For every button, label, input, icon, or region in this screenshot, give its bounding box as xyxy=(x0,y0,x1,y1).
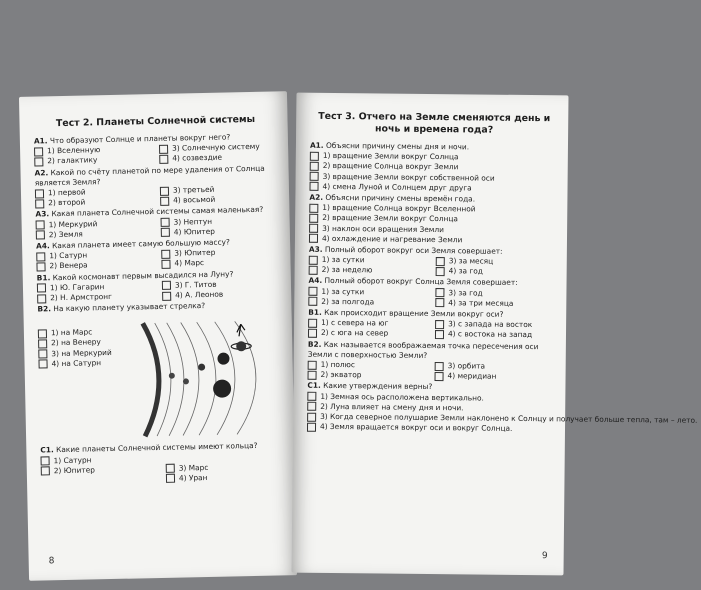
checkbox[interactable] xyxy=(308,287,317,296)
checkbox[interactable] xyxy=(40,456,49,465)
answer-option-label: 3) на Меркурий xyxy=(51,347,112,358)
checkbox[interactable] xyxy=(161,260,170,269)
answer-option-label: 2) Венера xyxy=(49,260,88,271)
answer-option-label: 2) за полгода xyxy=(321,296,375,307)
answer-option-label: 1) за сутки xyxy=(321,254,365,265)
answer-option-label: 4) Юпитер xyxy=(173,226,216,237)
checkbox[interactable] xyxy=(166,474,175,483)
checkbox[interactable] xyxy=(307,392,316,401)
checkbox[interactable] xyxy=(34,157,43,166)
answer-option-label: 1) Сатурн xyxy=(53,454,92,465)
answer-option-label: 4) с востока на запад xyxy=(447,329,533,340)
question-1 xyxy=(34,131,279,167)
right-page-content xyxy=(307,110,698,435)
question-7 xyxy=(307,381,698,435)
answer-option-label: 2) за неделю xyxy=(321,265,373,275)
answer-option-label: 2) вращение Солнца вокруг Земли xyxy=(322,161,459,172)
answer-option-label: 3) третьей xyxy=(172,184,215,195)
question-number: С1. xyxy=(307,381,321,391)
answer-option-label: 2) Юпитер xyxy=(53,465,95,475)
answer-option-label: 2) Н. Армстронг xyxy=(50,291,113,303)
answer-option-label: 2) с юга на север xyxy=(320,328,389,339)
answer-option-label: 3) наклон оси вращения Земли xyxy=(322,223,444,234)
question-prompt: Какой по счёту планетой по мере удаления от Солнца является Земля? xyxy=(34,163,265,188)
checkbox[interactable] xyxy=(36,262,45,271)
question-prompt: Полный оборот вокруг оси Земля совершает: xyxy=(324,244,503,256)
answer-option[interactable] xyxy=(308,297,429,308)
question-3 xyxy=(35,205,280,241)
checkbox[interactable] xyxy=(435,320,444,329)
checkbox[interactable] xyxy=(308,360,317,369)
question-number: А4. xyxy=(308,276,323,286)
checkbox[interactable] xyxy=(160,197,169,206)
checkbox[interactable] xyxy=(310,172,319,181)
answer-option-label: 2) второй xyxy=(48,197,86,208)
checkbox[interactable] xyxy=(166,464,175,473)
question-prompt: Что образуют Солнце и планеты вокруг него? xyxy=(49,132,231,146)
question-number: А1. xyxy=(309,140,324,150)
checkbox[interactable] xyxy=(436,257,445,266)
answer-option[interactable] xyxy=(308,328,429,339)
checkbox[interactable] xyxy=(310,152,319,161)
checkbox[interactable] xyxy=(309,203,318,212)
answer-option-label: 4) за год xyxy=(448,266,483,276)
answer-option-label: 3) Марс xyxy=(178,462,209,473)
answer-option[interactable] xyxy=(435,298,556,309)
checkbox[interactable] xyxy=(309,224,318,233)
checkbox[interactable] xyxy=(38,360,47,369)
question-5 xyxy=(308,308,556,341)
left-page-number: 8 xyxy=(48,556,55,567)
answer-option-label: 4) А. Леонов xyxy=(175,289,224,300)
answer-option[interactable] xyxy=(38,357,128,369)
answer-option[interactable] xyxy=(435,330,556,341)
question-prompt: Объясни причину смены дня и ночи. xyxy=(325,140,470,152)
question-3 xyxy=(309,245,557,278)
question-prompt: Какая планета Солнечной системы самая маленькая? xyxy=(51,205,264,219)
answer-option-label: 4) Марс xyxy=(174,258,205,268)
question-number: А2. xyxy=(309,192,324,202)
question-prompt: Какие планеты Солнечной системы имеют кольца? xyxy=(56,441,258,455)
question-6 xyxy=(37,300,284,445)
question-prompt: Как называется воображаемая точка пересечения оси Земли с поверхностью Земли? xyxy=(307,339,539,360)
question-4 xyxy=(36,236,281,272)
checkbox[interactable] xyxy=(36,221,45,230)
checkbox[interactable] xyxy=(309,214,318,223)
question-1 xyxy=(309,141,558,195)
checkbox[interactable] xyxy=(309,255,318,264)
checkbox[interactable] xyxy=(307,412,316,421)
checkbox[interactable] xyxy=(160,186,169,195)
checkbox[interactable] xyxy=(36,231,45,240)
question-prompt: Какой космонавт первым высадился на Луну? xyxy=(52,268,234,282)
answer-option-label: 3) орбита xyxy=(447,361,486,371)
answer-option-label: 1) вращение Земли вокруг Солнца xyxy=(322,151,459,162)
answer-option-label: 2) на Венеру xyxy=(51,337,101,348)
left-page-content xyxy=(33,113,285,486)
checkbox[interactable] xyxy=(41,467,50,476)
question-number: В2. xyxy=(37,304,52,314)
answer-option-label: 4) Земля вращается вокруг оси и вокруг Солнца. xyxy=(319,422,513,434)
checkbox[interactable] xyxy=(36,252,45,261)
answer-option[interactable] xyxy=(166,471,285,484)
answer-option-label: 1) первой xyxy=(47,187,86,198)
answer-option-label: 3) с запада на восток xyxy=(448,319,533,330)
checkbox[interactable] xyxy=(38,329,47,338)
answer-option-label: 3) Юпитер xyxy=(174,247,216,258)
question-number: С1. xyxy=(40,445,54,455)
question-6 xyxy=(308,339,556,382)
right-page-title: Тест 3. Отчего на Земле сменяются день и ночь и времена года? xyxy=(318,110,551,136)
question-2 xyxy=(34,163,279,209)
answer-option[interactable] xyxy=(436,266,557,277)
question-number: А2. xyxy=(34,167,49,178)
checkbox[interactable] xyxy=(309,266,318,275)
question-2 xyxy=(309,193,558,247)
answer-option-label: 3) Нептун xyxy=(173,216,213,227)
checkbox[interactable] xyxy=(162,291,171,300)
answer-option xyxy=(41,474,160,487)
checkbox[interactable] xyxy=(309,182,318,191)
question-prompt: Какая планета имеет самую большую массу? xyxy=(52,237,231,251)
answer-option-label: 3) Когда северное полушарие Земли наклонено к Солнцу и получает больше тепла, там – лето. xyxy=(320,411,698,425)
question-number: В2. xyxy=(307,339,322,349)
question-prompt: Как происходит вращение Земли вокруг оси? xyxy=(324,307,504,319)
question-number: А3. xyxy=(35,209,50,219)
left-page xyxy=(19,91,297,581)
checkbox[interactable] xyxy=(161,249,170,258)
answer-option-label: 1) на Марс xyxy=(50,327,93,338)
question-prompt: Полный оборот вокруг Солнца Земля совершает: xyxy=(324,276,518,288)
solar-system-diagram xyxy=(133,316,285,439)
answer-option-label: 1) за сутки xyxy=(321,286,365,296)
checkbox[interactable] xyxy=(38,350,47,359)
answer-option-label: 4) смена Луной и Солнцем друг друга xyxy=(322,181,472,193)
checkbox[interactable] xyxy=(308,371,317,380)
checkbox[interactable] xyxy=(310,162,319,171)
right-page-number: 9 xyxy=(541,551,548,562)
checkbox[interactable] xyxy=(307,402,316,411)
question-4 xyxy=(308,276,556,309)
solar-system-figure xyxy=(38,310,285,445)
question-prompt: Какие утверждения верны? xyxy=(323,381,433,392)
question-number: А4. xyxy=(35,241,50,251)
answer-option-label: 2) вращение Земли вокруг Солнца xyxy=(322,213,458,224)
answer-option-label: 4) охлаждение и нагревание Земли xyxy=(321,233,463,245)
answer-option-label: 1) с севера на юг xyxy=(321,318,389,328)
checkbox[interactable] xyxy=(35,189,44,198)
answer-option-label: 3) за год xyxy=(448,287,483,298)
question-prompt: Объясни причину смены времён года. xyxy=(325,192,476,204)
answer-option-label: 4) за три месяца xyxy=(448,298,514,308)
answer-option-label: 2) Земля xyxy=(48,229,83,240)
checkbox[interactable] xyxy=(34,147,43,156)
checkbox[interactable] xyxy=(162,281,171,290)
checkbox[interactable] xyxy=(435,372,444,381)
answer-option-label: 2) экватор xyxy=(320,370,362,380)
answer-option-label: 1) Земная ось расположена вертикально. xyxy=(320,391,484,403)
checkbox[interactable] xyxy=(309,234,318,243)
checkbox[interactable] xyxy=(435,330,444,339)
answer-option[interactable] xyxy=(309,265,430,276)
question-number: А1. xyxy=(33,136,48,146)
checkbox[interactable] xyxy=(436,267,445,276)
answer-option-label: 4) восьмой xyxy=(173,194,216,205)
checkbox[interactable] xyxy=(38,339,47,348)
checkbox[interactable] xyxy=(37,284,46,293)
answer-option-label: 3) за месяц xyxy=(448,256,494,266)
question-prompt: На какую планету указывает стрелка? xyxy=(53,301,206,314)
answer-option-label: 1) вращение Солнца вокруг Вселенной xyxy=(322,203,476,214)
checkbox[interactable] xyxy=(161,228,170,237)
checkbox[interactable] xyxy=(37,294,46,303)
checkbox[interactable] xyxy=(35,199,44,208)
question-number: В1. xyxy=(36,272,51,283)
answer-option-label: 4) Уран xyxy=(178,472,208,483)
answer-option-label: 4) на Сатурн xyxy=(51,358,102,369)
checkbox[interactable] xyxy=(159,145,168,154)
checkbox[interactable] xyxy=(308,319,317,328)
checkbox[interactable] xyxy=(435,362,444,371)
question-number: А3. xyxy=(308,244,323,254)
answer-option-label: 3) Г. Титов xyxy=(174,279,217,290)
answer-option-label: 1) Ю. Гагарин xyxy=(49,281,105,292)
checkbox[interactable] xyxy=(161,218,170,227)
checkbox[interactable] xyxy=(159,155,168,164)
question-number: В1. xyxy=(308,307,322,317)
checkbox[interactable] xyxy=(307,422,316,431)
answer-option-label: 3) Солнечную систему xyxy=(171,142,260,153)
checkbox[interactable] xyxy=(308,329,317,338)
checkbox[interactable] xyxy=(435,288,444,297)
book-spread xyxy=(8,78,698,567)
answer-option-label: 2) галактику xyxy=(47,155,98,166)
left-page-title: Тест 2. Планеты Солнечной системы xyxy=(55,113,256,130)
answer-option-label: 4) созвездие xyxy=(172,153,223,164)
question-7 xyxy=(40,441,285,487)
answer-option-label: 1) Сатурн xyxy=(49,250,88,261)
answer-option-label: 1) полюс xyxy=(320,359,356,370)
checkbox[interactable] xyxy=(308,297,317,306)
answer-option-label: 2) Луна влияет на смену дня и ночи. xyxy=(320,401,464,413)
question-5 xyxy=(37,268,282,304)
answer-option[interactable] xyxy=(308,370,429,381)
right-page xyxy=(291,93,698,576)
answer-option-label: 3) вращение Земли вокруг собственной оси xyxy=(322,171,495,183)
question-text xyxy=(308,339,556,362)
answer-option-label: 1) Вселенную xyxy=(47,145,101,156)
answer-option-label: 4) меридиан xyxy=(447,371,497,381)
answer-option-label: 1) Меркурий xyxy=(48,218,98,229)
answer-option[interactable] xyxy=(435,371,556,382)
checkbox[interactable] xyxy=(435,299,444,308)
